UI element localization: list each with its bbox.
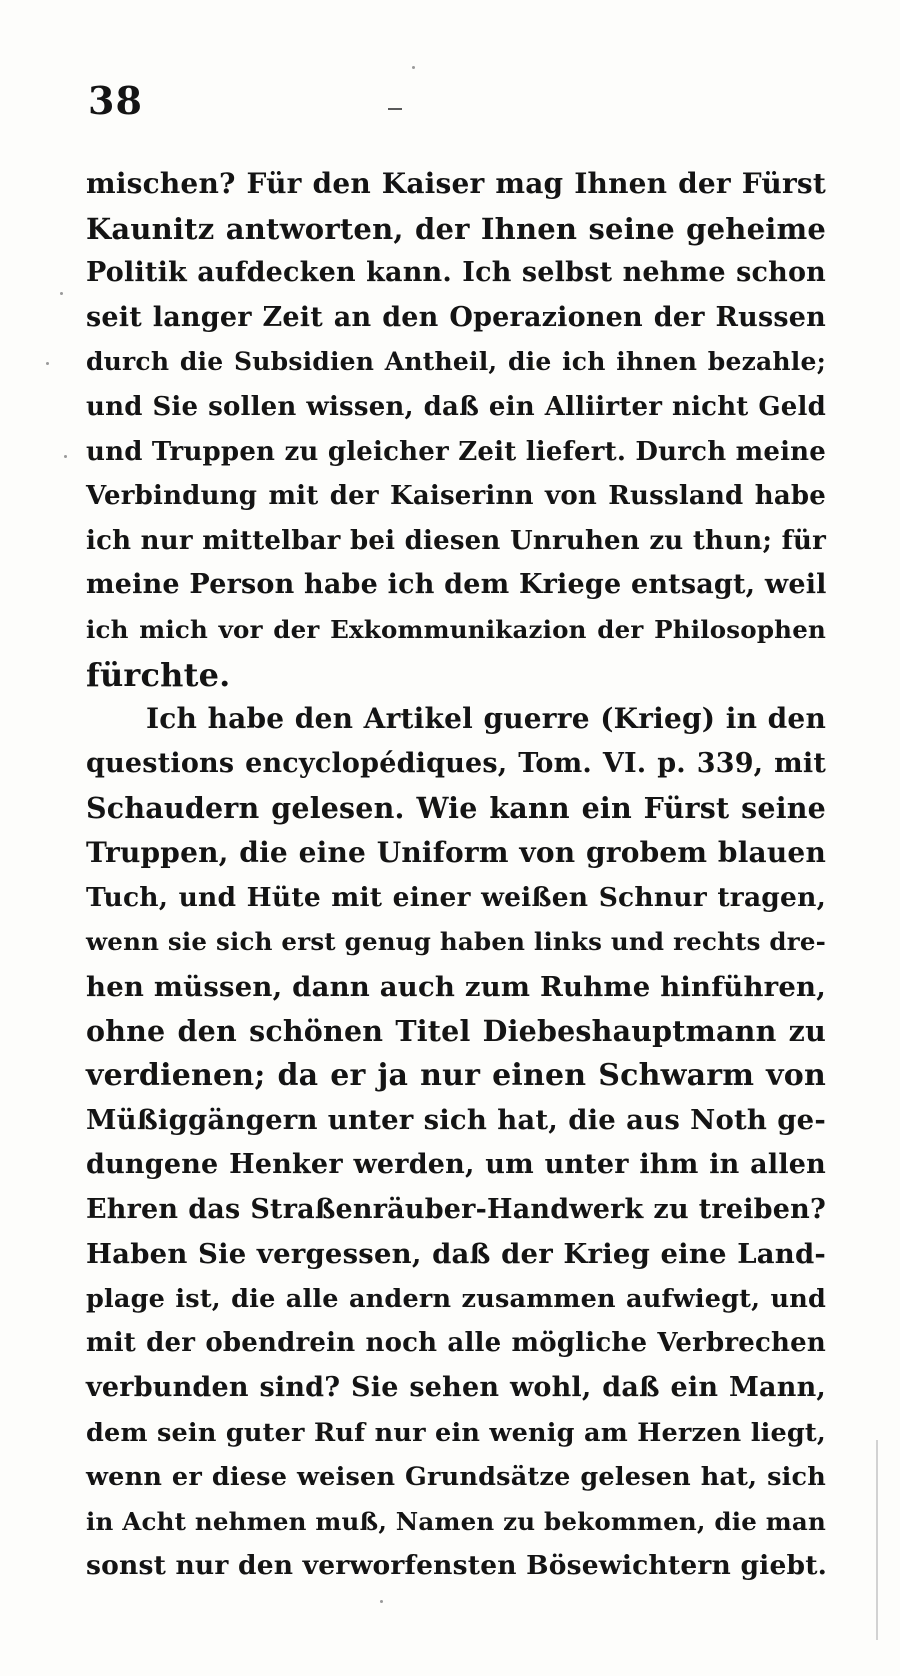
text-line: questions encyclopédiques, Tom. VI. p. 339, mit bbox=[86, 747, 826, 779]
text-line: mit der obendrein noch alle mögliche Verbrechen bbox=[86, 1328, 826, 1359]
page-edge-rule bbox=[876, 1440, 878, 1640]
ink-speck bbox=[380, 1600, 383, 1603]
text-line: durch die Subsidien Antheil, die ich ihnen bezahle; bbox=[86, 347, 826, 377]
text-line: ich mich vor der Exkommunikazion der Philosophen bbox=[86, 614, 826, 644]
text-line: dungene Henker werden, um unter ihm in allen bbox=[86, 1149, 826, 1181]
text-line: fürchte. bbox=[86, 655, 231, 694]
header-dash bbox=[388, 108, 402, 110]
text-line: wenn er diese weisen Grundsätze gelesen hat, sich bbox=[86, 1462, 826, 1493]
ink-speck bbox=[64, 455, 67, 458]
text-line: dem sein guter Ruf nur ein wenig am Herzen liegt, bbox=[86, 1417, 826, 1448]
text-line: und Truppen zu gleicher Zeit liefert. Durch meine bbox=[86, 436, 826, 467]
text-line: Verbindung mit der Kaiserinn von Russland habe bbox=[86, 481, 826, 512]
ink-speck bbox=[60, 292, 63, 295]
text-line: Ich habe den Artikel guerre (Krieg) in den bbox=[146, 702, 826, 736]
text-line: sonst nur den verworfensten Bösewichtern giebt. bbox=[86, 1550, 828, 1582]
text-line: Kaunitz antworten, der Ihnen seine geheime bbox=[86, 211, 826, 246]
page-number: 38 bbox=[88, 78, 143, 123]
text-line: Müßiggängern unter sich hat, die aus Noth ge- bbox=[86, 1104, 826, 1137]
text-line: mischen? Für den Kaiser mag Ihnen der Fürst bbox=[86, 167, 826, 200]
ink-speck bbox=[46, 362, 49, 365]
text-line: Ehren das Straßenräuber-Handwerk zu treiben? bbox=[86, 1193, 826, 1225]
text-line: Politik aufdecken kann. Ich selbst nehme schon bbox=[86, 257, 826, 289]
text-line: und Sie sollen wissen, daß ein Alliirter nicht Geld bbox=[86, 391, 826, 422]
text-line: Tuch, und Hüte mit einer weißen Schnur tragen, bbox=[86, 881, 826, 913]
text-line: meine Person habe ich dem Kriege entsagt, weil bbox=[86, 569, 827, 601]
text-line: wenn sie sich erst genug haben links und rechts dre- bbox=[86, 927, 826, 957]
text-line: hen müssen, dann auch zum Ruhme hinführen, bbox=[86, 970, 826, 1003]
text-line: Schaudern gelesen. Wie kann ein Fürst seine bbox=[86, 791, 826, 826]
text-line: verbunden sind? Sie sehen wohl, daß ein Mann, bbox=[86, 1372, 826, 1404]
text-line: ich nur mittelbar bei diesen Unruhen zu thun; für bbox=[86, 525, 826, 556]
text-line: plage ist, die alle andern zusammen aufwiegt, und bbox=[86, 1283, 826, 1314]
text-line: in Acht nehmen muß, Namen zu bekommen, die man bbox=[86, 1506, 826, 1536]
text-line: verdienen; da er ja nur einen Schwarm von bbox=[86, 1057, 826, 1093]
text-line: Haben Sie vergessen, daß der Krieg eine Land- bbox=[86, 1238, 826, 1271]
text-line: Truppen, die eine Uniform von grobem blauen bbox=[86, 835, 826, 869]
text-line: ohne den schönen Titel Diebeshauptmann zu bbox=[86, 1014, 826, 1049]
text-line: seit langer Zeit an den Operazionen der Russen bbox=[86, 301, 826, 333]
body-text bbox=[86, 162, 826, 1589]
ink-speck bbox=[412, 66, 415, 69]
